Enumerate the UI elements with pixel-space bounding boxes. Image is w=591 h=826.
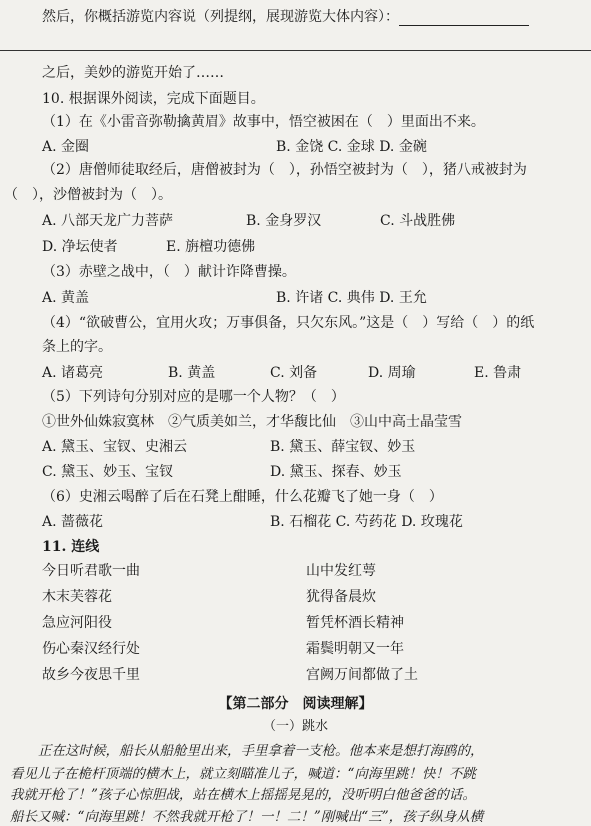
q10-s5-question: （5）下列诗句分别对应的是哪一个人物？（ ） xyxy=(42,389,345,405)
q10-s3-option-a: A. 黄盖 xyxy=(42,290,90,306)
q10-s1-option-a: A. 金圈 xyxy=(42,139,90,155)
paragraph-line-2: 看见儿子在桅杆顶端的横木上，就立刻瞄准儿子，喊道：“向海里跳！快！不跳 xyxy=(10,766,476,782)
q10-s2-option-d: D. 净坛使者 xyxy=(42,239,118,255)
intro-after: 之后，美妙的游览开始了…… xyxy=(42,65,224,81)
q11-right-2[interactable]: 暂凭杯酒长精神 xyxy=(306,615,404,631)
q11-right-0[interactable]: 山中发红萼 xyxy=(306,563,376,579)
q10-s4-option-c: C. 刘备 xyxy=(270,365,318,381)
q10-s1-question: （1）在《小雷音弥勒擒黄眉》故事中，悟空被困在（ ）里面出不来。 xyxy=(42,114,485,130)
q11-title: 11. 连线 xyxy=(42,539,100,555)
q10-s6-option-a: A. 蔷薇花 xyxy=(42,514,104,530)
paragraph-line-4: 船长又喊：“向海里跳！不然我就开枪了！一！二！”刚喊出“三”，孩子纵身从横 xyxy=(10,809,484,825)
q10-s4-option-e: E. 鲁肃 xyxy=(474,365,522,381)
q10-s3-question: （3）赤壁之战中，（ ）献计诈降曹操。 xyxy=(42,264,296,280)
q10-s2-option-e: E. 旃檀功德佛 xyxy=(166,239,256,255)
q10-s5-option-b: B. 黛玉、薛宝钗、妙玉 xyxy=(270,439,416,455)
q11-left-3[interactable]: 伤心秦汉经行处 xyxy=(42,641,140,657)
q10-s5-option-d: D. 黛玉、探春、妙玉 xyxy=(270,464,402,480)
part2-heading: 【第二部分 阅读理解】 xyxy=(218,696,373,712)
paragraph-line-1: 正在这时候，船长从船舱里出来，手里拿着一支枪。他本来是想打海鸥的， xyxy=(38,743,484,759)
intro-prompt-line xyxy=(42,8,529,26)
q10-s2-option-a: A. 八部天龙广力菩萨 xyxy=(42,213,174,229)
q10-s2-question: （2）唐僧师徒取经后，唐僧被封为（ ），孙悟空被封为（ ），猪八戒被封为 xyxy=(42,162,527,178)
part2-subheading: （一）跳水 xyxy=(262,719,328,734)
q10-title: 10. 根据课外阅读，完成下面题目。 xyxy=(42,91,265,107)
q11-right-1[interactable]: 犹得备晨炊 xyxy=(306,589,376,605)
answer-blank[interactable] xyxy=(399,11,529,26)
q10-s6-option-bcd: B. 石榴花 C. 芍药花 D. 玫瑰花 xyxy=(270,514,463,530)
q10-s4-option-d: D. 周瑜 xyxy=(368,365,416,381)
q10-s4-question-cont: 条上的字。 xyxy=(42,339,112,355)
intro-prompt: 然后，你概括游览内容说（列提纲，展现游览大体内容）： xyxy=(42,9,399,25)
q10-s5-option-a: A. 黛玉、宝钗、史湘云 xyxy=(42,439,188,455)
paragraph-line-3: 我就开枪了！”孩子心惊胆战，站在横木上摇摇晃晃的，没听明白他爸爸的话。 xyxy=(10,787,476,803)
q10-s1-option-bcd: B. 金饶 C. 金球 D. 金碗 xyxy=(276,139,427,155)
q10-s4-option-b: B. 黄盖 xyxy=(168,365,216,381)
q10-s2-question-cont: （ ），沙僧被封为（ ）。 xyxy=(4,187,172,203)
q10-s4-question: （4）“欲破曹公，宜用火攻；万事俱备，只欠东风。”这是（ ）写给（ ）的纸 xyxy=(42,315,535,331)
q10-s2-option-b: B. 金身罗汉 xyxy=(246,213,322,229)
q10-s2-option-c: C. 斗战胜佛 xyxy=(380,213,456,229)
q11-right-4[interactable]: 宫阙万间都做了土 xyxy=(306,667,418,683)
q10-s5-poems: ①世外仙姝寂寞林 ②气质美如兰，才华馥比仙 ③山中高士晶莹雪 xyxy=(42,414,462,430)
q11-right-3[interactable]: 霜鬓明朝又一年 xyxy=(306,641,404,657)
q11-left-4[interactable]: 故乡今夜思千里 xyxy=(42,667,140,683)
divider-line xyxy=(0,50,591,51)
q11-left-0[interactable]: 今日听君歌一曲 xyxy=(42,563,140,579)
q11-left-2[interactable]: 急应河阳役 xyxy=(42,615,112,631)
q10-s5-option-c: C. 黛玉、妙玉、宝钗 xyxy=(42,464,174,480)
q11-left-1[interactable]: 木末芙蓉花 xyxy=(42,589,112,605)
q10-s3-option-bcd: B. 许诸 C. 典伟 D. 王允 xyxy=(276,290,427,306)
q10-s4-option-a: A. 诸葛亮 xyxy=(42,365,104,381)
q10-s6-question: （6）史湘云喝醉了后在石凳上酣睡，什么花瓣飞了她一身（ ） xyxy=(42,489,443,505)
